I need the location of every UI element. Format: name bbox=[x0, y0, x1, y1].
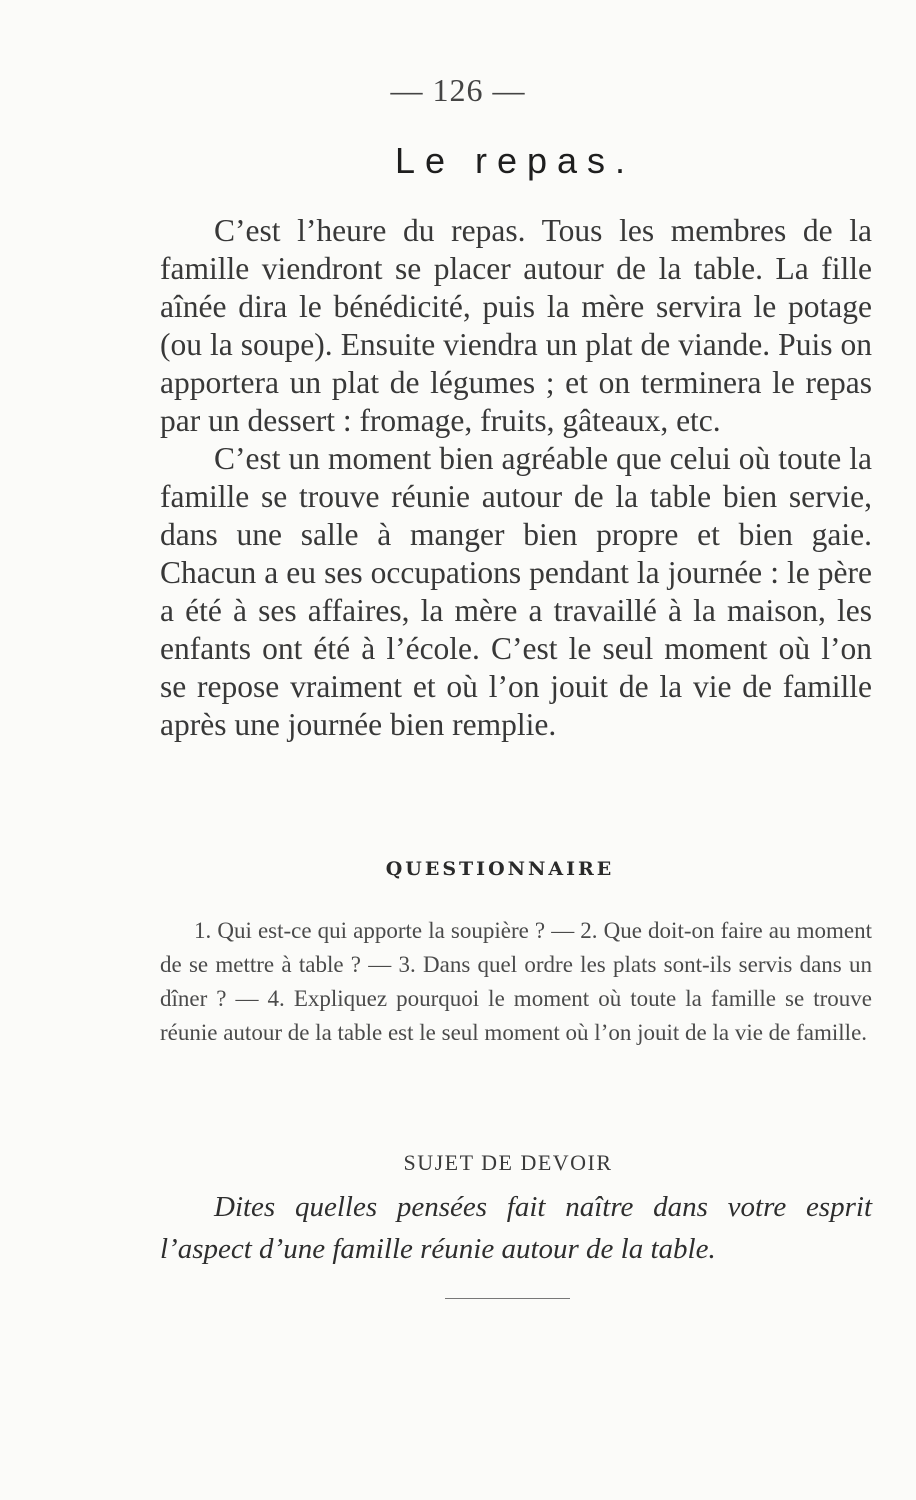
questionnaire-text bbox=[160, 914, 872, 1050]
end-rule-divider bbox=[445, 1298, 570, 1299]
devoir-prompt: Dites quelles pensées fait naître dans votre esprit l’aspect d’une famille réunie autour de la table. bbox=[160, 1191, 872, 1265]
questionnaire-questions: 1. Qui est-ce qui apporte la soupière ? — 2. Que doit-on faire au moment de se mettre à table ? — 3. Dans quel ordre les plats sont-ils servis dans un dîner ? — 4. Expliquez pourquoi le moment où toute la famille se trouve réunie autour de la table est le seul moment où l’on jouit de la vie de famille. bbox=[160, 918, 872, 1045]
paragraph-2: C’est un moment bien agréable que celui où toute la famille se trouve réunie autour de la table bien servie, dans une salle à manger bien propre et bien gaie. Chacun a eu ses occupations pendant la journée : le père a été à ses affaires, la mère a travaillé à la maison, les enfants ont été à l’école. C’est le seul moment où l’on se repose vraiment et où l’on jouit de la vie de famille après une journée bien remplie. bbox=[160, 441, 872, 742]
devoir-text bbox=[160, 1186, 872, 1270]
paragraph-1: C’est l’heure du repas. Tous les membres de la famille viendront se placer autour de la table. La fille aînée dira le bénédicité, puis la mère servira le potage (ou la soupe). Ensuite viendra un plat de viande. Puis on apportera un plat de légumes ; et on terminera le repas par un dessert : fromage, fruits, gâteaux, etc. bbox=[160, 213, 872, 438]
lesson-body bbox=[160, 212, 872, 744]
devoir-heading: SUJET DE DEVOIR bbox=[403, 1150, 613, 1175]
lesson-title: Le repas. bbox=[394, 140, 636, 181]
questionnaire-heading: QUESTIONNAIRE bbox=[385, 858, 615, 880]
page-number: — 126 — bbox=[390, 72, 526, 108]
